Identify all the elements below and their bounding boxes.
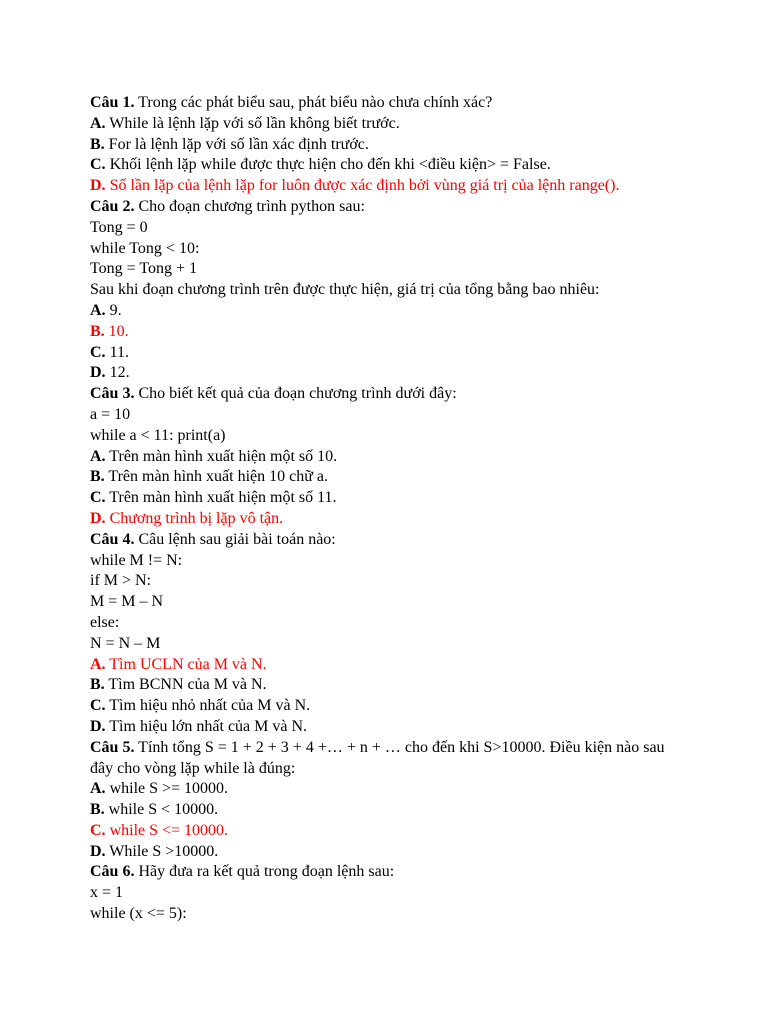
text-line: [90, 613, 690, 634]
line-text: While S >10000.: [105, 842, 219, 860]
text-line: [90, 405, 690, 426]
answer-option: [90, 447, 690, 468]
line-text: while (x <= 5):: [90, 905, 187, 923]
line-text: Hãy đưa ra kết quả trong đoạn lệnh sau:: [134, 863, 395, 881]
line-label: C.: [90, 156, 106, 174]
answer-option: [90, 176, 690, 197]
line-label: A.: [90, 447, 106, 465]
answer-option: [90, 509, 690, 530]
text-line: [90, 280, 690, 301]
text-line: [90, 883, 690, 904]
line-text: For là lệnh lặp với số lần xác định trước.: [104, 135, 369, 153]
text-line: [90, 551, 690, 572]
line-text: a = 10: [90, 405, 131, 423]
line-text: Khối lệnh lặp while được thực hiện cho đến khi <điều kiện> = False.: [105, 156, 551, 174]
line-text: Tìm BCNN của M và N.: [104, 676, 267, 694]
line-text: 11.: [105, 343, 129, 361]
line-text: Tìm UCLN của M và N.: [105, 655, 267, 673]
answer-option: [90, 821, 690, 842]
line-label: C.: [90, 697, 106, 715]
text-line: [90, 239, 690, 260]
line-label: D.: [90, 842, 106, 860]
line-text: Câu lệnh sau giải bài toán nào:: [134, 530, 336, 548]
line-label: B.: [90, 322, 105, 340]
line-text: Cho biết kết quả của đoạn chương trình dưới đây:: [134, 385, 457, 403]
line-text: While là lệnh lặp với số lần không biết trước.: [105, 114, 400, 132]
line-label: A.: [90, 655, 106, 673]
line-text: 9.: [105, 301, 122, 319]
text-line: [90, 259, 690, 280]
answer-option: [90, 343, 690, 364]
text-line: [90, 426, 690, 447]
answer-option: [90, 155, 690, 176]
line-text: while Tong < 10:: [90, 239, 200, 257]
line-text: while M != N:: [90, 551, 183, 569]
line-label: C.: [90, 821, 106, 839]
line-text: if M > N:: [90, 572, 152, 590]
line-text: 10.: [104, 322, 129, 340]
line-text: while S <= 10000.: [105, 821, 229, 839]
line-label: D.: [90, 509, 106, 527]
line-label: C.: [90, 489, 106, 507]
line-label: Câu 3.: [90, 385, 135, 403]
answer-option: [90, 322, 690, 343]
line-text: Số lần lặp của lệnh lặp for luôn được xác định bởi vùng giá trị của lệnh range().: [105, 177, 620, 195]
line-text: M = M – N: [90, 593, 164, 611]
answer-option: [90, 301, 690, 322]
line-text: Trong các phát biểu sau, phát biểu nào chưa chính xác?: [134, 94, 493, 111]
question-line: [90, 530, 690, 551]
question-line: [90, 738, 690, 780]
line-text: 12.: [105, 364, 130, 382]
line-text: Sau khi đoạn chương trình trên được thực hiện, giá trị của tổng bằng bao nhiêu:: [90, 281, 600, 299]
answer-option: [90, 717, 690, 738]
line-text: else:: [90, 613, 120, 631]
answer-option: [90, 467, 690, 488]
line-text: Tong = Tong + 1: [90, 260, 198, 278]
line-text: Tính tổng S = 1 + 2 + 3 + 4 +… + n + … cho đến khi S>10000. Điều kiện nào sau đây cho vòng lặp while là đúng:: [90, 738, 665, 777]
text-line: [90, 634, 690, 655]
line-text: while S < 10000.: [104, 801, 219, 819]
text-line: [90, 592, 690, 613]
answer-option: [90, 800, 690, 821]
line-label: D.: [90, 717, 106, 735]
line-label: A.: [90, 114, 106, 132]
line-text: while a < 11: print(a): [90, 426, 226, 444]
line-text: Trên màn hình xuất hiện một số 10.: [105, 447, 338, 465]
line-label: C.: [90, 343, 106, 361]
line-label: Câu 6.: [90, 863, 135, 881]
answer-option: [90, 779, 690, 800]
line-text: x = 1: [90, 884, 124, 902]
line-text: Cho đoạn chương trình python sau:: [134, 197, 365, 215]
answer-option: [90, 655, 690, 676]
text-line: [90, 571, 690, 592]
line-text: Tong = 0: [90, 218, 148, 236]
question-line: [90, 384, 690, 405]
line-label: A.: [90, 301, 106, 319]
line-text: Trên màn hình xuất hiện một số 11.: [105, 489, 337, 507]
line-label: D.: [90, 177, 106, 195]
answer-option: [90, 135, 690, 156]
line-text: N = N – M: [90, 634, 161, 652]
question-line: [90, 862, 690, 883]
line-label: Câu 5.: [90, 738, 135, 756]
question-line: [90, 197, 690, 218]
answer-option: [90, 363, 690, 384]
line-label: A.: [90, 780, 106, 798]
answer-option: [90, 675, 690, 696]
line-label: B.: [90, 801, 105, 819]
line-label: B.: [90, 468, 105, 486]
question-line: [90, 93, 690, 114]
answer-option: [90, 114, 690, 135]
line-text: Trên màn hình xuất hiện 10 chữ a.: [104, 468, 328, 486]
line-text: while S >= 10000.: [105, 780, 229, 798]
line-text: Tìm hiệu lớn nhất của M và N.: [105, 717, 308, 735]
answer-option: [90, 488, 690, 509]
line-label: Câu 1.: [90, 94, 135, 111]
text-line: [90, 218, 690, 239]
quiz-content: [90, 93, 690, 925]
line-label: B.: [90, 676, 105, 694]
line-label: D.: [90, 364, 106, 382]
line-label: Câu 2.: [90, 197, 135, 215]
answer-option: [90, 696, 690, 717]
line-text: Chương trình bị lặp vô tận.: [105, 509, 284, 527]
line-label: B.: [90, 135, 105, 153]
answer-option: [90, 842, 690, 863]
text-line: [90, 904, 690, 925]
line-text: Tìm hiệu nhỏ nhất của M và N.: [105, 697, 311, 715]
line-label: Câu 4.: [90, 530, 135, 548]
